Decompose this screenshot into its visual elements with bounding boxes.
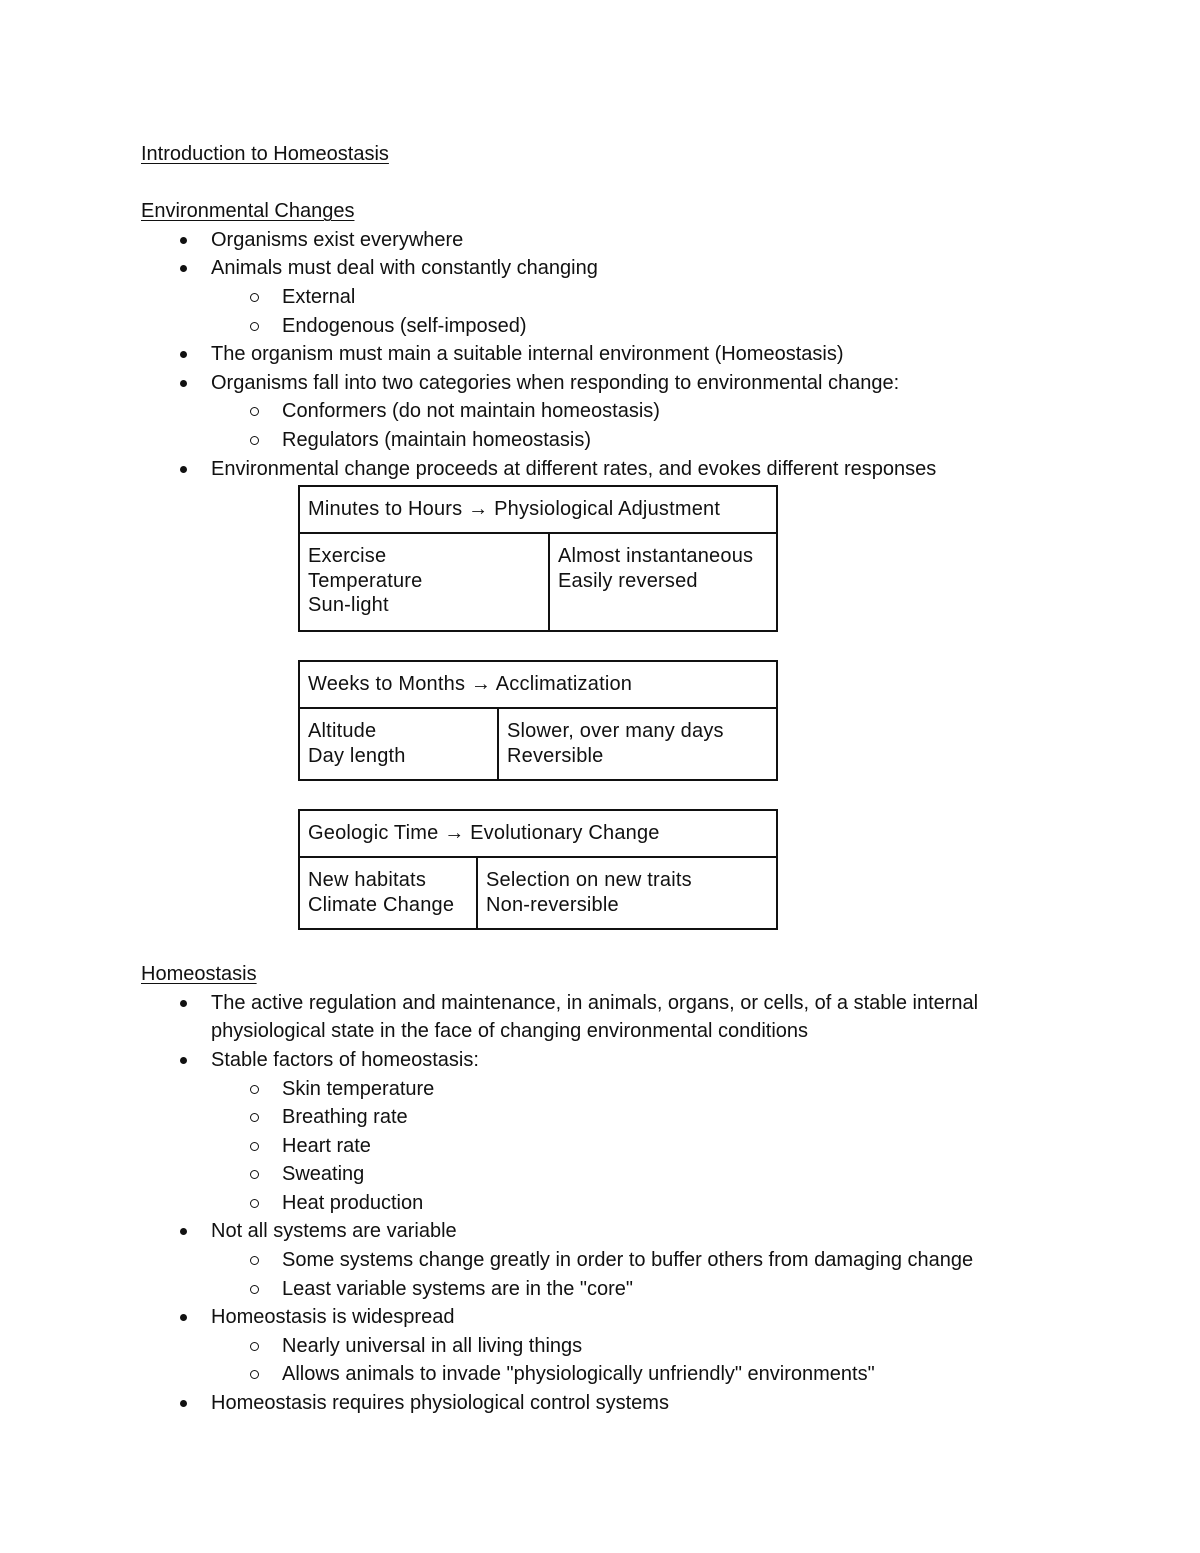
list-item-text: Animals must deal with constantly changing [211,257,598,280]
cell-line: New habitats [308,869,427,892]
table-header: Geologic Time → Evolutionary Change [299,810,777,857]
list-item [141,254,1071,340]
table-evolutionary-change [298,809,778,930]
list-item: The organism must main a suitable internal environment (Homeostasis) [141,340,1071,369]
table-cell-right [549,533,777,631]
list-item-text: Not all systems are variable [211,1220,457,1243]
sub-list-item: Conformers (do not maintain homeostasis) [211,397,1071,426]
sub-list-item: Skin temperature [211,1075,1071,1104]
sub-list [211,1332,1071,1389]
sub-list-item: Heart rate [211,1132,1071,1161]
sub-list-item: Breathing rate [211,1103,1071,1132]
table-header: Weeks to Months → Acclimatization [299,661,777,708]
cell-line: Reversible [507,744,604,767]
cell-line: Temperature [308,569,423,592]
sub-list-item: External [211,283,1071,312]
sub-list [211,397,1071,454]
environmental-changes-list [141,226,1071,483]
cell-line: Exercise [308,545,387,568]
list-item: Organisms exist everywhere [141,226,1071,255]
cell-line: Altitude [308,720,377,743]
list-item [141,1303,1071,1389]
rate-tables [298,485,778,930]
sub-list-item: Some systems change greatly in order to buffer others from damaging change [211,1246,1071,1275]
list-item: Homeostasis requires physiological control systems [141,1389,1071,1418]
table-cell-left [299,533,549,631]
table-cell-left [299,857,477,929]
list-item [141,369,1071,455]
cell-line: Easily reversed [558,569,698,592]
homeostasis-section [141,960,1071,1418]
list-item: Environmental change proceeds at different rates, and evokes different responses [141,455,1071,484]
cell-line: Climate Change [308,893,455,916]
document-title: Introduction to Homeostasis [141,143,389,165]
sub-list-item: Endogenous (self-imposed) [211,312,1071,341]
document-body [141,140,1071,1418]
section-heading-environmental-changes: Environmental Changes [141,200,355,223]
list-item-text: Stable factors of homeostasis: [211,1048,479,1071]
cell-line: Day length [308,744,406,767]
section-heading-homeostasis: Homeostasis [141,963,257,986]
sub-list [211,1075,1071,1218]
cell-line: Non-reversible [486,893,619,916]
sub-list-item: Heat production [211,1189,1071,1218]
table-acclimatization [298,660,778,781]
cell-line: Selection on new traits [486,869,692,892]
homeostasis-list [141,989,1071,1418]
table-cell-right [498,708,777,780]
sub-list-item: Least variable systems are in the "core" [211,1275,1071,1304]
list-item [141,1046,1071,1218]
table-physiological-adjustment [298,485,778,632]
cell-line: Sun-light [308,594,389,617]
table-cell-left [299,708,498,780]
list-item [141,1217,1071,1303]
list-item-text: Organisms fall into two categories when responding to environmental change: [211,371,900,394]
cell-line: Slower, over many days [507,720,724,743]
list-item: The active regulation and maintenance, in animals, organs, or cells, of a stable internal physiological state in the face of changing environmental conditions [141,989,1071,1046]
sub-list-item: Allows animals to invade "physiologically unfriendly" environments" [211,1360,1071,1389]
list-item-text: Homeostasis is widespread [211,1306,455,1329]
table-cell-right [477,857,777,929]
sub-list [211,1246,1071,1303]
sub-list-item: Sweating [211,1160,1071,1189]
sub-list [211,283,1071,340]
sub-list-item: Nearly universal in all living things [211,1332,1071,1361]
cell-line: Almost instantaneous [558,545,754,568]
sub-list-item: Regulators (maintain homeostasis) [211,426,1071,455]
table-header: Minutes to Hours → Physiological Adjustment [299,486,777,533]
